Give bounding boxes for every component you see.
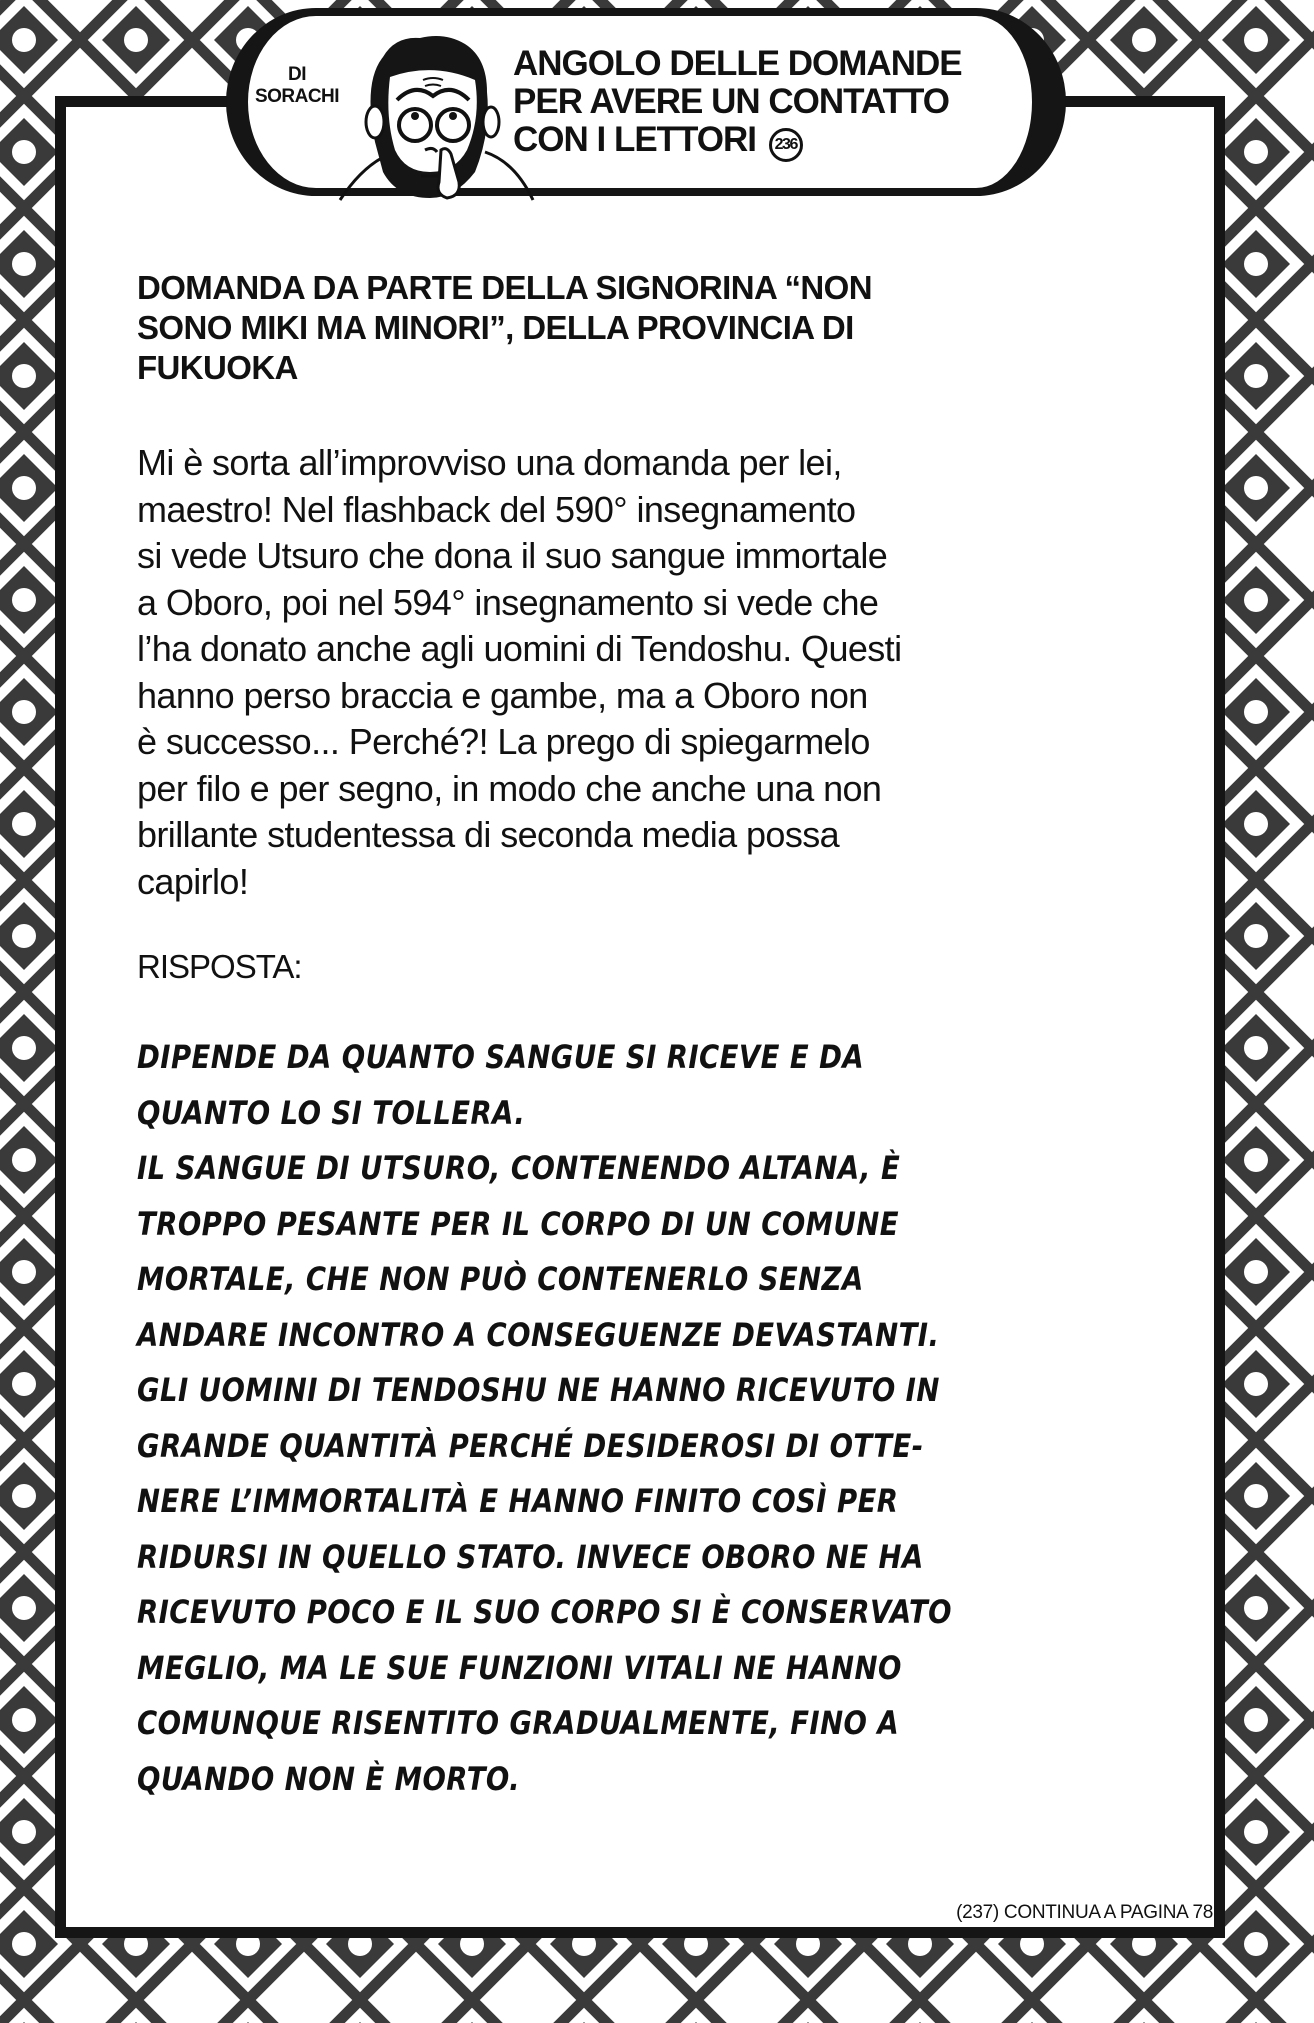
question-line: si vede Utsuro che dona il suo sangue immortale [137,535,888,576]
answer-line: RICEVUTO POCO E IL SUO CORPO SI È CONSERVATO [137,1593,952,1631]
answer-label: RISPOSTA: [137,948,302,985]
question-heading [137,268,1137,388]
continuation-note: (237) CONTINUA A PAGINA 78 [956,1902,1213,1923]
title-line [513,121,962,162]
answer-line: GLI UOMINI DI TENDOSHU NE HANNO RICEVUTO IN [137,1371,940,1409]
question-line: l’ha donato anche agli uomini di Tendoshu. Questi [137,628,902,669]
question-line: hanno perso braccia e gambe, ma a Oboro non [137,674,868,716]
question-line: a Oboro, poi nel 594° insegnamento si vede che [137,581,879,623]
answer-line: NERE L’IMMORTALITÀ E HANNO FINITO COSÌ PER [137,1482,899,1520]
author-line: DI [288,64,306,85]
question-line: Mi è sorta all’improvviso una domanda per lei, [137,442,842,483]
title-line-text: CON I LETTORI [513,120,757,159]
answer-line: TROPPO PESANTE PER IL CORPO DI UN COMUNE [137,1204,899,1243]
question-line: è successo... Perché?! La prego di spiegarmelo [137,721,870,762]
answer-line: DIPENDE DA QUANTO SANGUE SI RICEVE E DA [137,1038,865,1076]
heading-line: FUKUOKA [137,349,298,386]
author-line: SORACHI [254,86,340,107]
heading-line: SONO MIKI MA MINORI”, DELLA PROVINCIA DI [137,309,854,346]
answer-line: QUANDO NON È MORTO. [137,1759,520,1798]
question-line: brillante studentessa di seconda media possa [137,814,840,855]
page-title [513,45,962,162]
answer-line: MEGLIO, MA LE SUE FUNZIONI VITALI NE HANNO [137,1648,902,1687]
answer-line: COMUNQUE RISENTITO GRADUALMENTE, FINO A [137,1704,900,1742]
title-line: PER AVERE UN CONTATTO [513,82,949,121]
question-line: per filo e per segno, in modo che anche una non [137,767,882,809]
gorilla-author-portrait-icon [335,22,535,202]
answer-line: IL SANGUE DI UTSURO, CONTENENDO ALTANA, È [137,1149,901,1187]
author-credit [252,64,342,108]
answer-line: RIDURSI IN QUELLO STATO. INVECE OBORO NE HA [137,1537,924,1576]
title-line: ANGOLO DELLE DOMANDE [513,44,962,83]
answer-line: GRANDE QUANTITÀ PERCHÉ DESIDEROSI DI OTTE- [137,1426,924,1465]
answer-body [137,1030,1049,1807]
question-body [137,440,1197,905]
question-line: maestro! Nel flashback del 590° insegnamento [137,488,856,530]
issue-number-badge: 236 [769,128,803,162]
answer-line: ANDARE INCONTRO A CONSEGUENZE DEVASTANTI. [137,1315,940,1354]
question-line: capirlo! [137,860,249,902]
heading-line: DOMANDA DA PARTE DELLA SIGNORINA “NON [137,269,872,306]
answer-line: QUANTO LO SI TOLLERA. [137,1093,526,1132]
answer-line: MORTALE, CHE NON PUÒ CONTENERLO SENZA [137,1260,864,1298]
